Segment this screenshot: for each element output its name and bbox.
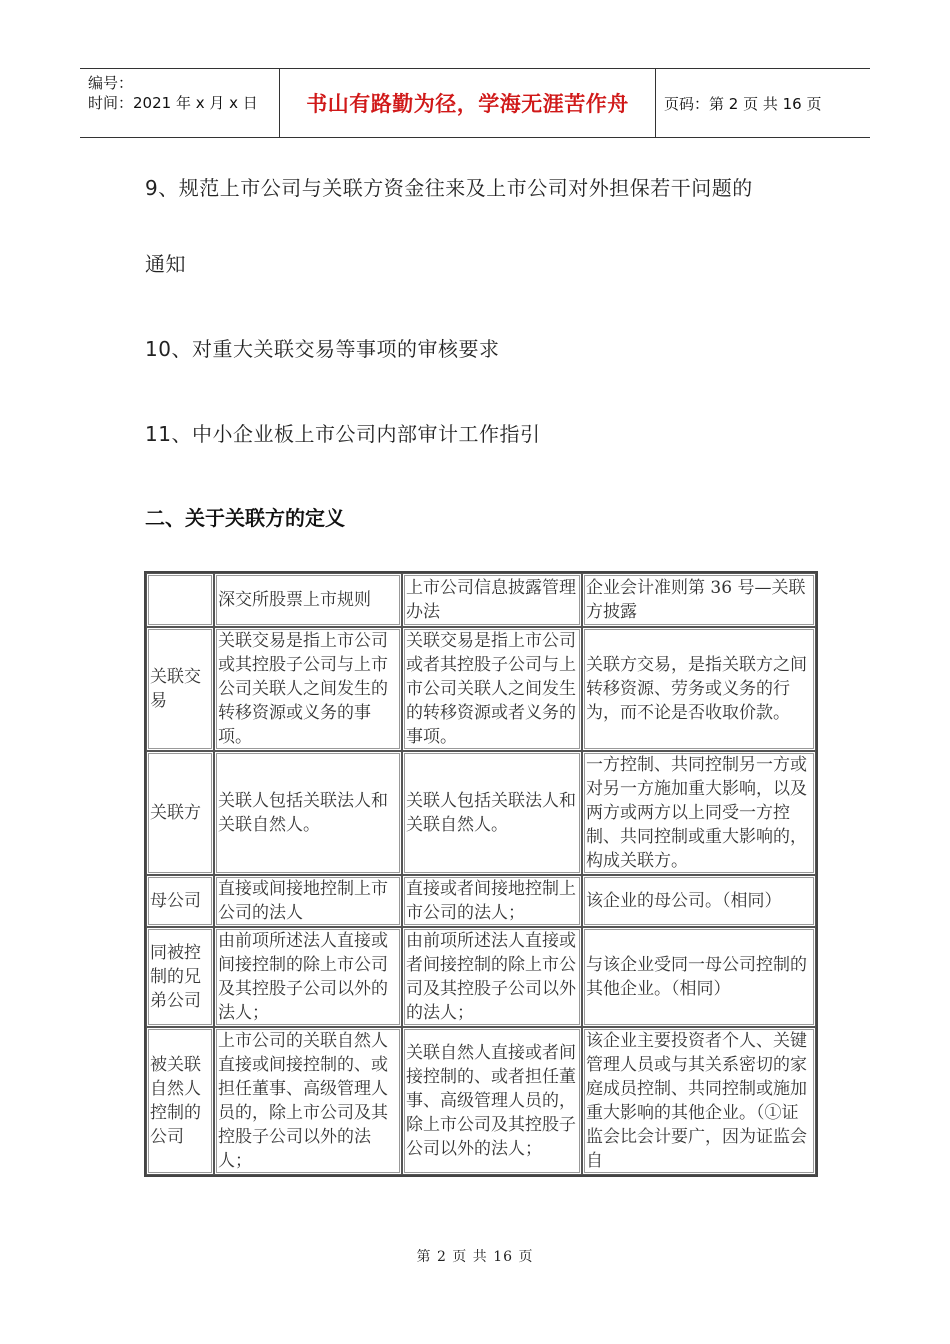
- row-label-cell: 关联方: [146, 751, 214, 875]
- page-header: [80, 68, 870, 138]
- list-item-9-line1: 9、规范上市公司与关联方资金往来及上市公司对外担保若干问题的: [145, 176, 753, 200]
- table-cell: 一方控制、共同控制另一方或对另一方施加重大影响，以及两方或两方以上同受一方控制、共同控制或重大影响的，构成关联方。: [582, 751, 816, 875]
- table-cell: 直接或间接地控制上市公司的法人: [214, 875, 402, 927]
- table-cell: 关联自然人直接或者间接控制的、或者担任董事、高级管理人员的，除上市公司及其控股子公司以外的法人；: [402, 1027, 582, 1175]
- table-header-row: [146, 573, 816, 627]
- row-label-cell: 被关联自然人控制的公司: [146, 1027, 214, 1175]
- header-motto: 书山有路勤为径，学海无涯苦作舟: [306, 92, 629, 116]
- table-cell: 关联人包括关联法人和关联自然人。: [402, 751, 582, 875]
- table-header-cell: 企业会计准则第 36 号—关联方披露: [582, 573, 816, 627]
- table-cell: 关联方交易，是指关联方之间转移资源、劳务或义务的行为，而不论是否收取价款。: [582, 627, 816, 751]
- table-header-cell: 深交所股票上市规则: [214, 573, 402, 627]
- list-item-10: 10、对重大关联交易等事项的审核要求: [145, 337, 500, 361]
- list-item-9-line2: 通知: [145, 252, 186, 276]
- table-row: [146, 627, 816, 751]
- section-heading: 二、关于关联方的定义: [145, 506, 345, 530]
- header-page-info: 页码：第 2 页 共 16 页: [664, 94, 822, 113]
- table-cell: 由前项所述法人直接或间接控制的除上市公司及其控股子公司以外的法人；: [214, 927, 402, 1027]
- page-footer: 第 2 页 共 16 页: [416, 1249, 534, 1265]
- table-row: [146, 875, 816, 927]
- table-cell: 直接或者间接地控制上市公司的法人；: [402, 875, 582, 927]
- row-label-cell: 关联交易: [146, 627, 214, 751]
- table-cell: 由前项所述法人直接或者间接控制的除上市公司及其控股子公司以外的法人；: [402, 927, 582, 1027]
- table-row: [146, 927, 816, 1027]
- table-cell: 关联交易是指上市公司或者其控股子公司与上市公司关联人之间发生的转移资源或者义务的事项。: [402, 627, 582, 751]
- table-cell: 上市公司的关联自然人直接或间接控制的、或担任董事、高级管理人员的，除上市公司及其控股子公司以外的法人；: [214, 1027, 402, 1175]
- header-meta: [88, 73, 278, 113]
- header-divider: [655, 69, 656, 137]
- row-label-cell: 同被控制的兄弟公司: [146, 927, 214, 1027]
- document-date: 时间：2021 年 x 月 x 日: [88, 94, 258, 112]
- list-item-11: 11、中小企业板上市公司内部审计工作指引: [145, 422, 541, 446]
- table-cell: 关联交易是指上市公司或其控股子公司与上市公司关联人之间发生的转移资源或义务的事项。: [214, 627, 402, 751]
- table-header-cell: [146, 573, 214, 627]
- row-label-cell: 母公司: [146, 875, 214, 927]
- table-cell: 与该企业受同一母公司控制的其他企业。（相同）: [582, 927, 816, 1027]
- table-cell: 关联人包括关联法人和关联自然人。: [214, 751, 402, 875]
- table-cell: 该企业主要投资者个人、关键管理人员或与其关系密切的家庭成员控制、共同控制或施加重大影响的其他企业。（①证监会比会计要广，因为证监会自: [582, 1027, 816, 1175]
- table-row: [146, 1027, 816, 1175]
- table-header-cell: 上市公司信息披露管理办法: [402, 573, 582, 627]
- definitions-table: [144, 571, 818, 1177]
- table-row: [146, 751, 816, 875]
- table-cell: 该企业的母公司。（相同）: [582, 875, 816, 927]
- document-number-label: 编号：: [88, 74, 134, 92]
